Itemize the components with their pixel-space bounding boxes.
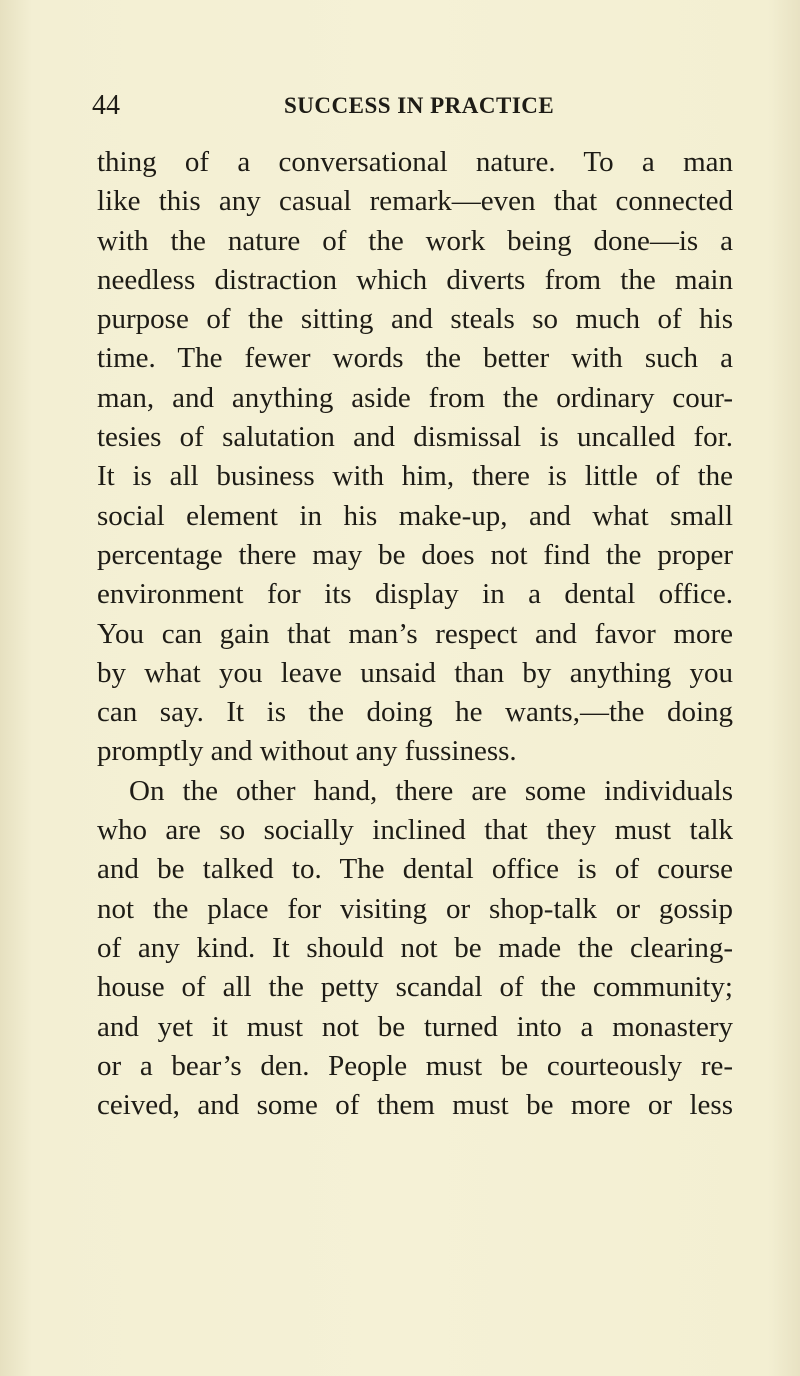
page-header xyxy=(92,86,732,126)
text-line: thing of a conversational nature. To a man xyxy=(97,146,733,178)
text-line: On the other hand, there are some individuals xyxy=(129,774,733,807)
text-line: You can gain that man’s respect and favor more xyxy=(97,617,733,650)
text-line: environment for its display in a dental office. xyxy=(97,578,733,611)
text-line: or a bear’s den. People must be courteously re- xyxy=(97,1049,733,1082)
text-line: time. The fewer words the better with such a xyxy=(97,342,733,375)
text-line: can say. It is the doing he wants,—the doing xyxy=(97,696,733,729)
text-line: It is all business with him, there is little of the xyxy=(97,460,733,493)
text-line: who are so socially inclined that they must talk xyxy=(97,814,733,847)
text-line: needless distraction which diverts from the main xyxy=(97,263,733,296)
text-line: of any kind. It should not be made the clearing- xyxy=(97,931,733,964)
text-line: like this any casual remark—even that connected xyxy=(97,185,733,218)
text-line: ceived, and some of them must be more or less xyxy=(97,1089,733,1122)
text-line: not the place for visiting or shop-talk or gossip xyxy=(97,892,733,925)
text-line: by what you leave unsaid than by anything you xyxy=(97,656,733,689)
page-number: 44 xyxy=(92,90,120,121)
text-line: and yet it must not be turned into a monastery xyxy=(97,1010,733,1043)
text-line: percentage there may be does not find the proper xyxy=(97,538,733,571)
text-line: promptly and without any fussiness. xyxy=(97,735,517,768)
text-line: with the nature of the work being done—is a xyxy=(97,224,733,257)
text-line: house of all the petty scandal of the community; xyxy=(97,971,733,1004)
text-line: purpose of the sitting and steals so much of his xyxy=(97,303,733,336)
text-line: and be talked to. The dental office is of course xyxy=(97,853,733,886)
text-line: tesies of salutation and dismissal is uncalled for. xyxy=(97,421,733,454)
body-text xyxy=(97,143,733,1125)
text-line: social element in his make-up, and what small xyxy=(97,499,733,532)
text-line: man, and anything aside from the ordinary cour- xyxy=(97,381,733,414)
running-head: SUCCESS IN PRACTICE xyxy=(284,93,555,118)
